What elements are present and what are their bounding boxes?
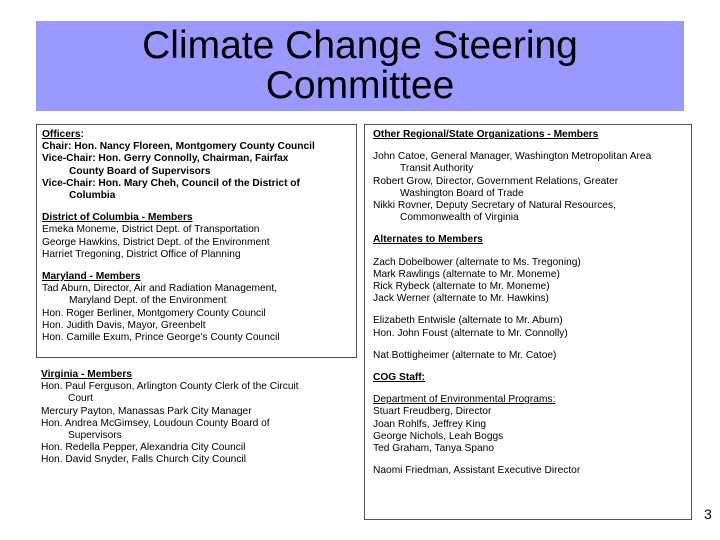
officers-vice-chair-1-cont: County Board of Supervisors <box>69 165 211 177</box>
alternate-item: Mark Rawlings (alternate to Mr. Moneme) <box>373 268 560 280</box>
cog-assistant-director: Naomi Friedman, Assistant Executive Director <box>373 465 581 477</box>
cog-staff-member: George Nichols, Leah Boggs <box>373 430 504 442</box>
dc-member: George Hawkins, District Dept. of the Environment <box>42 236 270 248</box>
officers-vice-chair-2: Vice-Chair: Hon. Mary Cheh, Council of the District of <box>42 177 300 189</box>
page-title-line-1: Climate Change Steering <box>142 24 578 67</box>
cog-staff-heading: COG Staff: <box>373 372 426 384</box>
virginia-member-cont: Court <box>68 393 93 405</box>
right-panel <box>364 124 692 520</box>
title-banner <box>36 21 684 111</box>
other-member-cont: Transit Authority <box>400 163 474 175</box>
dc-heading: District of Columbia - Members <box>42 212 193 224</box>
page-number: 3 <box>704 506 712 522</box>
page-title-line-2: Committee <box>265 64 455 107</box>
officers-heading: Officers <box>42 129 81 140</box>
dept-environmental-programs-heading: Department of Environmental Programs: <box>373 394 556 406</box>
alternate-item: Nat Bottigheimer (alternate to Mr. Catoe) <box>373 349 557 361</box>
maryland-member: Hon. Judith Davis, Mayor, Greenbelt <box>42 319 206 331</box>
maryland-member: Hon. Camille Exum, Prince George's County Council <box>42 332 280 344</box>
other-member: Robert Grow, Director, Government Relations, Greater <box>373 175 619 187</box>
other-orgs-heading: Other Regional/State Organizations - Members <box>373 129 599 140</box>
cog-staff-member: Stuart Freudberg, Director <box>373 406 492 418</box>
maryland-member: Hon. Roger Berliner, Montgomery County Council <box>42 307 266 319</box>
cog-staff-member: Joan Rohlfs, Jeffrey King <box>373 418 487 430</box>
virginia-member: Hon. Redella Pepper, Alexandria City Council <box>41 442 246 454</box>
alternates-heading: Alternates to Members <box>373 234 483 246</box>
maryland-heading: Maryland - Members <box>42 271 141 283</box>
dc-member: Harriet Tregoning, District Office of Planning <box>42 248 241 260</box>
other-member: Nikki Rovner, Deputy Secretary of Natural Resources, <box>373 200 616 212</box>
virginia-member: Mercury Payton, Manassas Park City Manager <box>41 405 252 417</box>
alternate-item: Jack Werner (alternate to Mr. Hawkins) <box>373 293 549 305</box>
alternate-item: Zach Dobelbower (alternate to Ms. Tregoning) <box>373 256 581 268</box>
virginia-heading: Virginia - Members <box>41 369 132 380</box>
virginia-member: Hon. David Snyder, Falls Church City Council <box>41 454 246 466</box>
officers-heading-line <box>42 129 351 141</box>
alternate-item: Rick Rybeck (alternate to Mr. Moneme) <box>373 281 550 293</box>
officers-colon: : <box>80 129 84 140</box>
other-member: John Catoe, General Manager, Washington Metropolitan Area <box>373 151 652 163</box>
officers-chair: Chair: Hon. Nancy Floreen, Montgomery County Council <box>42 141 315 153</box>
alternate-item: Elizabeth Entwisle (alternate to Mr. Aburn) <box>373 315 563 327</box>
maryland-member-cont: Maryland Dept. of the Environment <box>69 295 227 307</box>
other-member-cont: Commonwealth of Virginia <box>400 212 519 224</box>
dc-member: Emeka Moneme, District Dept. of Transportation <box>42 224 260 236</box>
officers-vice-chair-2-cont: Columbia <box>69 190 116 202</box>
virginia-member: Hon. Paul Ferguson, Arlington County Clerk of the Circuit <box>41 381 299 393</box>
virginia-member-cont: Supervisors <box>68 430 122 442</box>
virginia-section <box>36 365 357 515</box>
left-panel <box>36 124 357 358</box>
alternate-item: Hon. John Foust (alternate to Mr. Connolly) <box>373 327 568 339</box>
maryland-member: Tad Aburn, Director, Air and Radiation Management, <box>42 283 278 295</box>
virginia-member: Hon. Andrea McGimsey, Loudoun County Board of <box>41 417 270 429</box>
officers-vice-chair-1: Vice-Chair: Hon. Gerry Connolly, Chairman, Fairfax <box>42 153 289 165</box>
other-member-cont: Washington Board of Trade <box>400 187 524 199</box>
cog-staff-member: Ted Graham, Tanya Spano <box>373 443 495 455</box>
